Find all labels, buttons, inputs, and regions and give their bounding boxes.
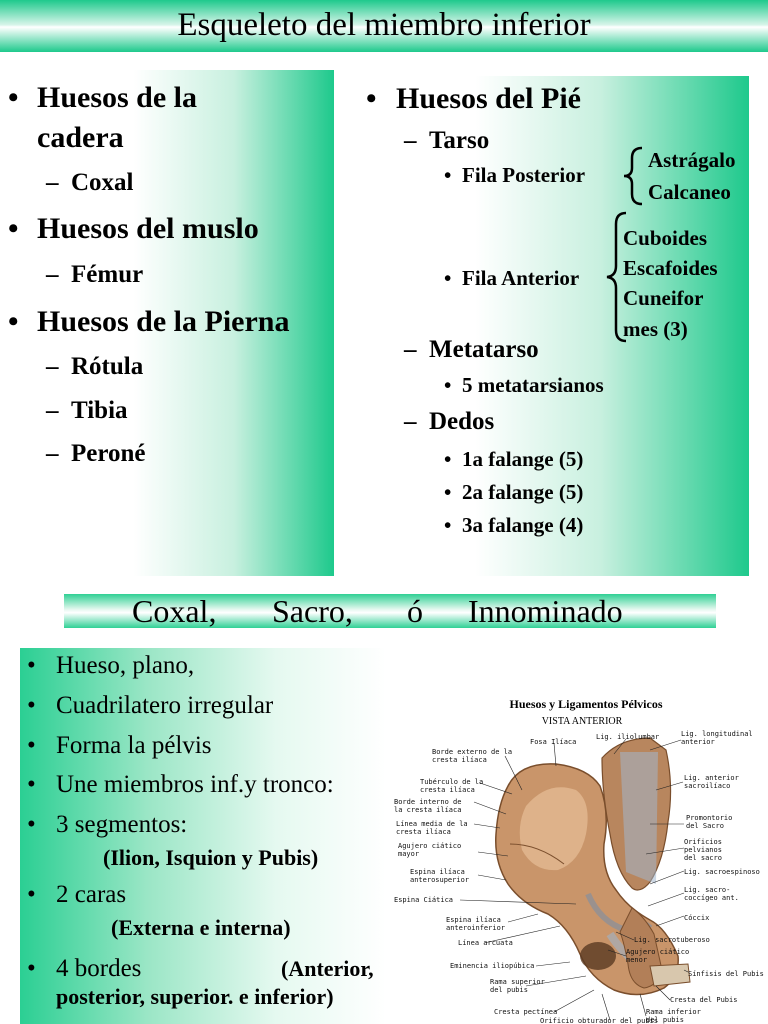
label: anterosuperior [410, 876, 470, 884]
label: del Sacro [686, 822, 724, 830]
bottom-item: 4 bordes [56, 955, 142, 982]
bordes-note-a: (Anterior, [281, 956, 374, 981]
bullet: • [444, 373, 452, 397]
item-rotula: Rótula [71, 353, 144, 380]
label: Promontorio [686, 814, 733, 822]
label: Línea media de la [396, 820, 468, 828]
label: Sínfisis del Pubis [688, 970, 764, 978]
label: Rama superior [490, 978, 545, 986]
label: coccígeo ant. [684, 894, 739, 902]
label: Lig. anterior [684, 774, 739, 782]
bullet: • [444, 447, 452, 471]
bottom-item: 2 caras [56, 881, 127, 908]
bullet: • [27, 771, 36, 798]
title-banner [0, 0, 768, 52]
label: del pubis [646, 1016, 684, 1024]
item-femur: Fémur [71, 261, 144, 288]
pelvis-bones [496, 738, 690, 995]
cuneiformes-b: mes (3) [623, 317, 688, 341]
label: Cresta pectínea [494, 1008, 558, 1016]
dash: – [46, 169, 59, 196]
bullet: • [444, 266, 452, 290]
label: Lig. sacro- [684, 886, 731, 894]
label: Cóccix [684, 914, 710, 922]
label: Lig. sacroespinoso [684, 868, 760, 876]
pelvis-illustration [388, 694, 768, 1024]
brace-posterior [618, 144, 644, 208]
heading-huesos-cadera: Huesos de la [37, 81, 198, 114]
label: Agujero ciático [626, 948, 690, 956]
subtitle-word: Coxal, [132, 593, 217, 629]
label: cresta ilíaca [432, 756, 487, 764]
astragalo: Astrágalo [648, 148, 736, 172]
bottom-item: Hueso, plano, [56, 652, 195, 679]
label: del sacro [684, 854, 722, 862]
caras-note: (Externa e interna) [111, 915, 291, 940]
fila-posterior: Fila Posterior [462, 163, 586, 187]
item-metatarso: Metatarso [429, 336, 539, 363]
cuneiformes-a: Cuneifor [623, 286, 704, 310]
falange-3: 3a falange (4) [462, 513, 584, 537]
bullet: • [27, 692, 36, 719]
label: pelvianos [684, 846, 722, 854]
metatarsianos: 5 metatarsianos [462, 373, 604, 397]
bullet: • [8, 212, 19, 245]
label: Rama inferior [646, 1008, 701, 1016]
heading-huesos-cadera-cont: cadera [37, 121, 124, 154]
item-tibia: Tibia [71, 397, 128, 424]
subtitle-word: ó [407, 593, 423, 629]
bottom-item: 3 segmentos: [56, 811, 188, 838]
brace-anterior [602, 210, 628, 344]
item-coxal: Coxal [71, 169, 134, 196]
label: cresta ilíaca [396, 828, 451, 836]
bullet: • [27, 811, 36, 838]
label: Lig. iliolumbar [596, 733, 660, 741]
label: del pubis [490, 986, 528, 994]
label: Orificios [684, 838, 722, 846]
dash: – [404, 336, 417, 363]
bullet: • [366, 82, 377, 115]
cuboides: Cuboides [623, 226, 708, 250]
label: anterior [681, 738, 715, 746]
label: Orificio obturador del pubis [540, 1017, 659, 1024]
item-tarso: Tarso [429, 127, 490, 154]
label: Tubérculo de la [420, 778, 484, 786]
escafoides: Escafoides [623, 256, 718, 280]
label: Lig. longitudinal [681, 730, 753, 738]
bullet: • [8, 81, 19, 114]
label: Lig. sacrotuberoso [634, 936, 710, 944]
bullet: • [27, 955, 36, 982]
falange-1: 1a falange (5) [462, 447, 584, 471]
label: cresta ilíaca [420, 786, 475, 794]
bullet: • [27, 652, 36, 679]
figure-title: Huesos y Ligamentos Pélvicos [509, 697, 663, 711]
subtitle-banner [64, 594, 716, 628]
item-perone: Peroné [71, 440, 146, 467]
label: mayor [398, 850, 420, 858]
label: Espina Ciática [394, 896, 454, 904]
fila-anterior: Fila Anterior [462, 266, 580, 290]
dash: – [46, 353, 59, 380]
bullet: • [444, 163, 452, 187]
label: Fosa Ilíaca [530, 738, 577, 746]
label: Agujero ciático [398, 842, 462, 850]
label: menor [626, 956, 648, 964]
label: sacroilíaco [684, 782, 731, 790]
calcaneo: Calcaneo [648, 180, 731, 204]
bullet: • [27, 881, 36, 908]
segments-note: (Ilion, Isquion y Pubis) [103, 845, 319, 870]
bottom-item: Une miembros inf.y tronco: [56, 771, 334, 798]
label: Borde interno de [394, 798, 462, 806]
bottom-item: Forma la pélvis [56, 732, 212, 759]
figure-subtitle: VISTA ANTERIOR [541, 716, 623, 727]
dash: – [404, 127, 417, 154]
label: Eminencia iliopúbica [450, 962, 535, 970]
label: anteroinferior [446, 924, 506, 932]
slide-title: Esqueleto del miembro inferior [177, 7, 591, 43]
dash: – [404, 408, 417, 435]
bullet: • [27, 732, 36, 759]
dash: – [46, 397, 59, 424]
falange-2: 2a falange (5) [462, 480, 584, 504]
bullet: • [8, 305, 19, 338]
bullet: • [444, 513, 452, 537]
heading-huesos-pie: Huesos del Pié [396, 82, 581, 115]
heading-huesos-pierna: Huesos de la Pierna [37, 305, 290, 338]
label: Espina ilíaca [410, 868, 465, 876]
dash: – [46, 440, 59, 467]
label: Espina ilíaca [446, 916, 501, 924]
bullet: • [444, 480, 452, 504]
bordes-note-b: posterior, superior. e inferior) [56, 984, 334, 1009]
dash: – [46, 261, 59, 288]
bottom-item: Cuadrilatero irregular [56, 692, 274, 719]
item-dedos: Dedos [429, 408, 495, 435]
label: Cresta del Pubis [670, 996, 738, 1004]
heading-huesos-muslo: Huesos del muslo [37, 212, 259, 245]
subtitle-word: Sacro, [272, 593, 353, 629]
label: Borde externo de la [432, 748, 513, 756]
subtitle-word: Innominado [468, 593, 623, 629]
label: Línea arcuata [458, 939, 513, 947]
label: la cresta ilíaca [394, 806, 462, 814]
